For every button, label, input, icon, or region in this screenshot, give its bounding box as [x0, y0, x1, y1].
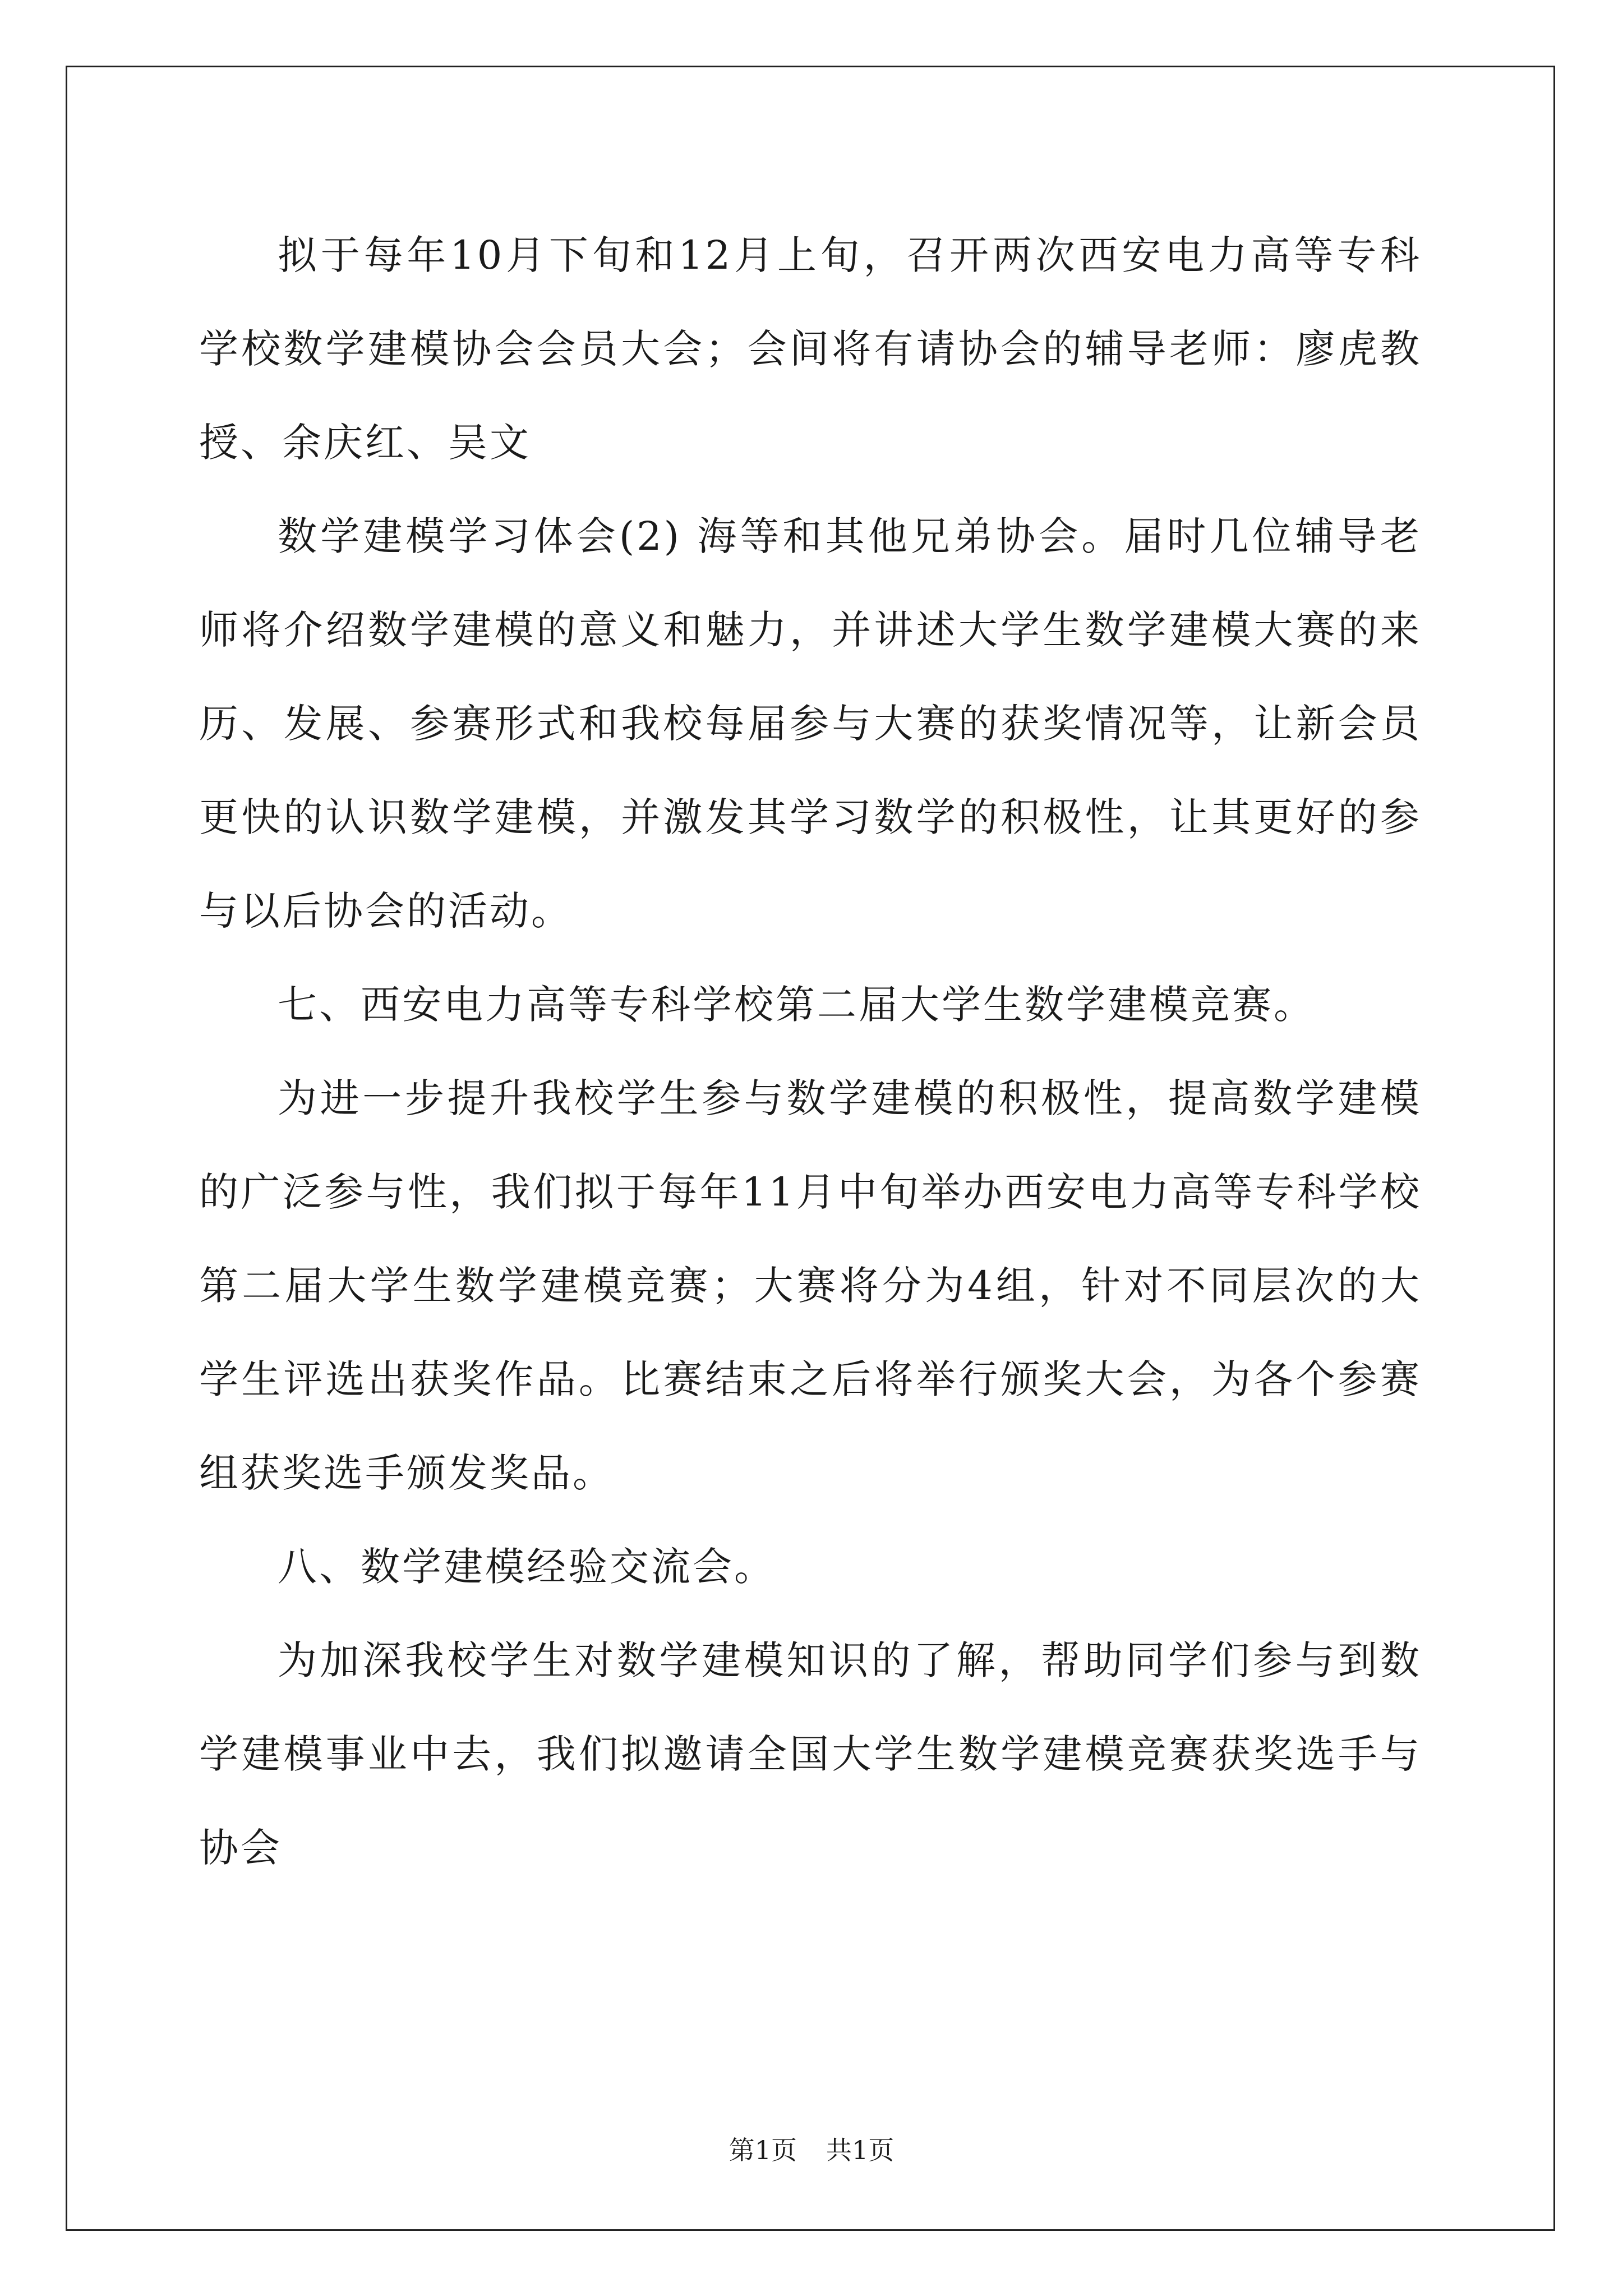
document-body: [199, 209, 1422, 1895]
page-footer: [0, 2130, 1623, 2167]
paragraph-competition-details: 为进一步提升我校学生参与数学建模的积极性，提高数学建模的广泛参与性，我们拟于每年11月中旬举办西安电力高等专科学校第二届大学生数学建模竞赛；大赛将分为4组，针对不同层次的大学生评选出获奖作品。比赛结束之后将举行颁奖大会，为各个参赛组获奖选手颁发奖品。: [199, 1075, 1422, 1496]
page-number: 第1页: [728, 2135, 797, 2165]
paragraph-heading-competition: 七、西安电力高等专科学校第二届大学生数学建模竞赛。: [278, 982, 1315, 1028]
paragraph-advisors: 数学建模学习体会(2) 海等和其他兄弟协会。届时几位辅导老师将介绍数学建模的意义和魅力，并讲述大学生数学建模大赛的来历、发展、参赛形式和我校每届参与大赛的获奖情况等，让新会员更快的认识数学建模，并激发其学习数学的积极性，让其更好的参与以后协会的活动。: [199, 513, 1422, 934]
paragraph-meeting-plan: 拟于每年10月下旬和12月上旬，召开两次西安电力高等专科学校数学建模协会会员大会；会间将有请协会的辅导老师：廖虎教授、余庆红、吴文: [199, 232, 1422, 466]
paragraph-exchange-details: 为加深我校学生对数学建模知识的了解，帮助同学们参与到数学建模事业中去，我们拟邀请全国大学生数学建模竞赛获奖选手与协会: [199, 1637, 1422, 1871]
paragraph-heading-exchange: 八、数学建模经验交流会。: [278, 1544, 776, 1590]
page-total: 共1页: [826, 2135, 895, 2165]
